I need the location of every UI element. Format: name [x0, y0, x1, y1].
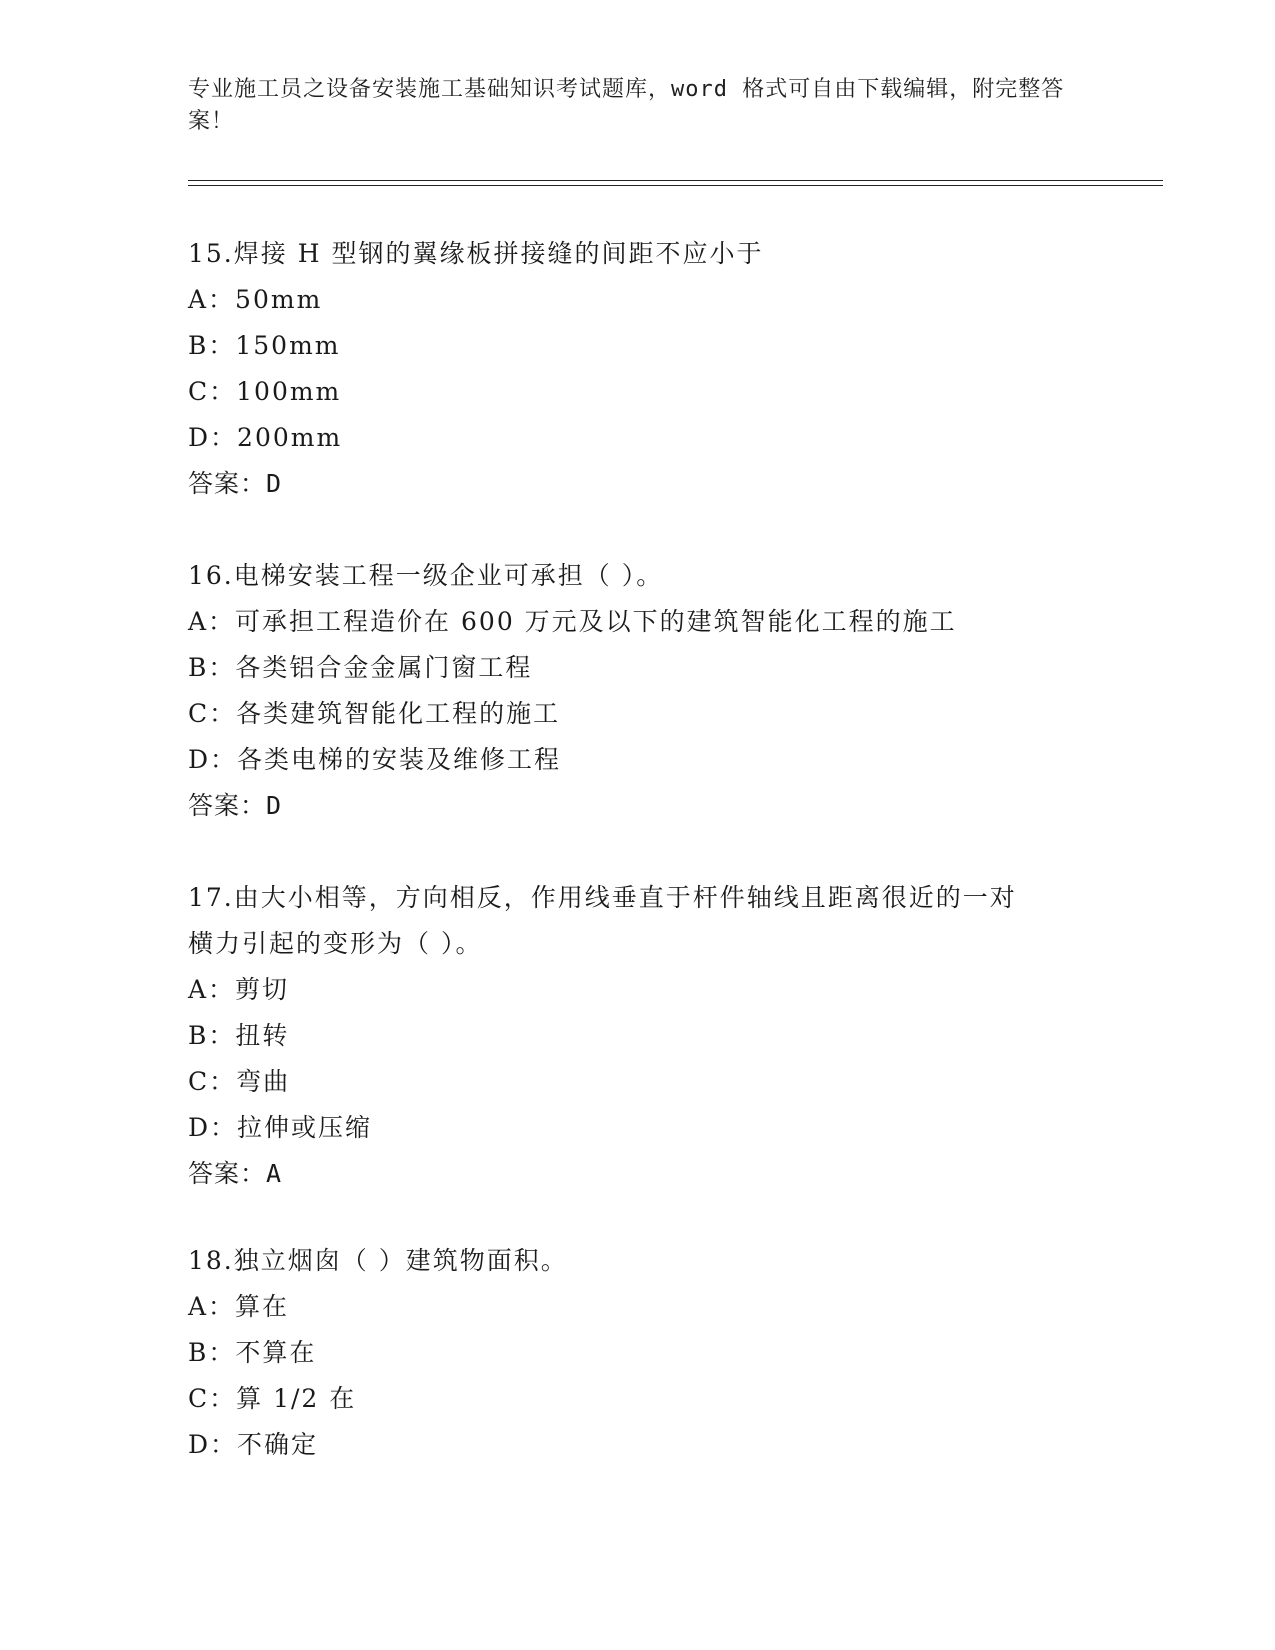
question-15	[188, 231, 1088, 507]
option-a: A：50mm	[188, 285, 323, 314]
question-stem-line-2: 横力引起的变形为（ ）。	[188, 929, 483, 958]
question-stem: 15.焊接 H 型钢的翼缘板拼接缝的间距不应小于	[188, 239, 764, 268]
option-d: D：各类电梯的安装及维修工程	[188, 745, 562, 774]
option-c: C：算 1/2 在	[188, 1384, 357, 1413]
option-c: C：各类建筑智能化工程的施工	[188, 699, 561, 728]
option-b: B：各类铝合金金属门窗工程	[188, 653, 533, 682]
option-c: C：100mm	[188, 377, 342, 406]
option-a: A：可承担工程造价在 600 万元及以下的建筑智能化工程的施工	[188, 607, 957, 636]
option-a: A：算在	[188, 1292, 290, 1321]
question-16	[188, 553, 1088, 829]
question-17	[188, 875, 1088, 1197]
question-stem-line-1: 17.由大小相等，方向相反，作用线垂直于杆件轴线且距离很近的一对	[188, 883, 1017, 912]
header-title: 专业施工员之设备安装施工基础知识考试题库，word 格式可自由下载编辑，附完整答案！	[188, 77, 1065, 134]
question-stem: 16.电梯安装工程一级企业可承担（ ）。	[188, 561, 664, 590]
option-d: D：不确定	[188, 1430, 319, 1459]
question-stem: 18.独立烟囱（ ）建筑物面积。	[188, 1246, 568, 1275]
header-divider-top	[188, 180, 1163, 181]
option-b: B：扭转	[188, 1021, 290, 1050]
option-c: C：弯曲	[188, 1067, 291, 1096]
option-b: B：150mm	[188, 331, 341, 360]
header-divider-bottom	[188, 185, 1163, 186]
answer-label: 答案：D	[188, 791, 283, 820]
document-header	[188, 74, 1068, 138]
option-d: D：200mm	[188, 423, 343, 452]
option-b: B：不算在	[188, 1338, 317, 1367]
option-d: D：拉伸或压缩	[188, 1113, 373, 1142]
answer-label: 答案：D	[188, 469, 283, 498]
question-18	[188, 1238, 1088, 1468]
option-a: A：剪切	[188, 975, 290, 1004]
answer-label: 答案：A	[188, 1159, 283, 1188]
